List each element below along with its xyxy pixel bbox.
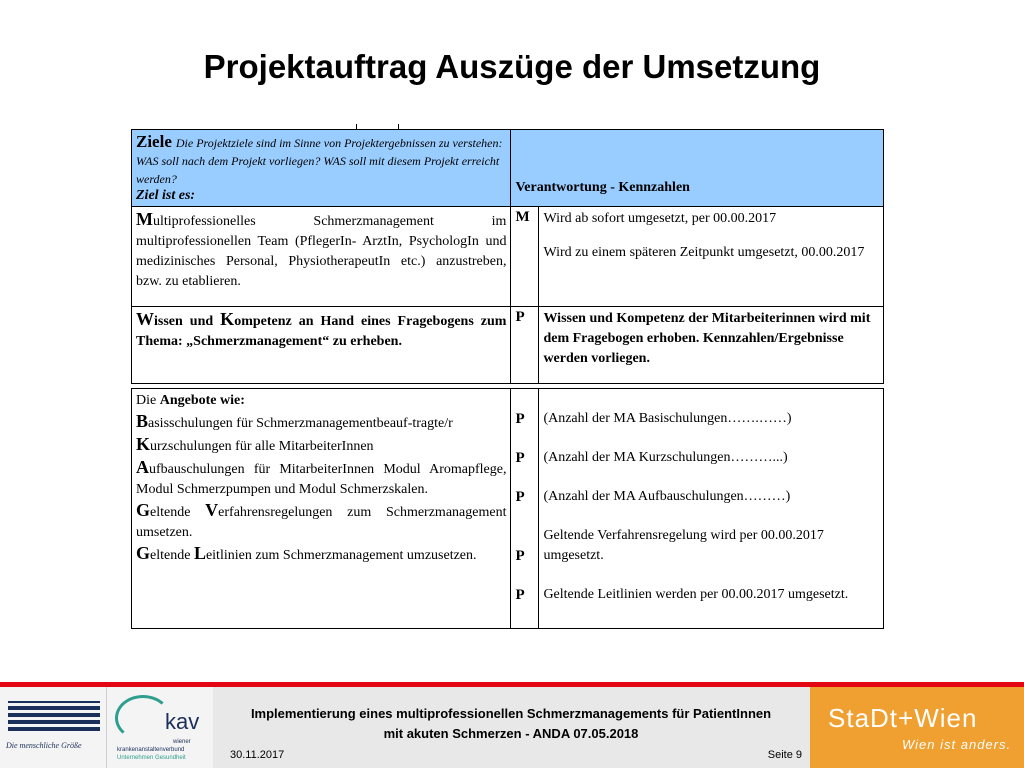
kav-swoosh-icon xyxy=(115,695,171,741)
offers-row xyxy=(132,389,884,629)
ziel-label: Ziele xyxy=(136,132,172,151)
code-cell: P xyxy=(511,307,539,384)
goal-text: ultiprofessionelles Schmerzmanagement im multiprofessionellen Team (PflegerIn- ArztIn, PsychologIn und medizinisches Personal, PhysiotherapeutIn etc.) anzustreben, bzw. zu etablieren. xyxy=(136,214,507,289)
kav-wordmark: kav xyxy=(165,709,200,734)
initial-letter: K xyxy=(136,434,151,454)
code-letter: P xyxy=(515,450,525,466)
result-cell: Wissen und Kompetenz der Mitarbeiterinnen wird mit dem Fragebogen erhoben. Kennzahlen/Ergebnisse werden vorliegen. xyxy=(539,307,884,384)
offer-text: urzschulungen für alle MitarbeiterInnen xyxy=(150,439,374,454)
goal-text: ompetenz an Hand eines Fragebogens zum Thema: „Schmerzmanagement“ zu erheben. xyxy=(136,314,507,349)
goal-text: issen und xyxy=(154,314,221,329)
offer-item xyxy=(136,457,506,500)
result-line: Geltende Leitlinien werden per 00.00.2017 umgesetzt. xyxy=(543,587,849,602)
akh-tagline: Die menschliche Größe xyxy=(6,741,82,750)
goals-header-cell xyxy=(132,130,511,207)
kav-subtext: krankenanstaltenverbund xyxy=(117,747,185,753)
goal-text-cell xyxy=(132,307,511,384)
footer-title-line: Implementierung eines multiprofessionellen Schmerzmanagements für PatientInnen xyxy=(250,706,772,721)
result-line: (Anzahl der MA Kurzschulungen………...) xyxy=(543,450,788,465)
akh-logo-icon xyxy=(8,701,100,731)
offer-text: asisschulungen für Schmerzmanagementbeauf-tragte/r xyxy=(148,416,453,431)
results-cell xyxy=(539,389,884,629)
responsibility-header: Verantwortung - Kennzahlen xyxy=(511,130,884,207)
initial-letter: V xyxy=(205,500,219,520)
intro-bold: Angebote wie: xyxy=(159,393,245,408)
wien-wordmark: StaDt+Wien xyxy=(828,703,978,733)
kav-subtext: Unternehmen Gesundheit xyxy=(117,755,186,761)
offer-item xyxy=(136,500,506,543)
offer-item xyxy=(136,411,506,434)
code-letter: P xyxy=(515,489,525,505)
goal-text-cell xyxy=(132,207,511,307)
intro-prefix: Die xyxy=(136,393,160,408)
page-number: Seite 9 xyxy=(767,749,802,761)
offers-table xyxy=(131,388,884,629)
initial-letter: M xyxy=(136,209,153,229)
result-cell xyxy=(539,207,884,307)
footer-center xyxy=(212,687,810,768)
stadt-wien-logo xyxy=(810,687,1024,768)
offer-text: erfahrensregelungen zum Schmerzmanagement umsetzen. xyxy=(136,505,507,540)
initial-letter: W xyxy=(136,309,154,329)
goals-table xyxy=(131,129,884,384)
result-line: (Anzahl der MA Aufbauschulungen………) xyxy=(543,489,791,504)
goals-header-row xyxy=(132,130,884,207)
wien-slogan: Wien ist anders. xyxy=(902,737,1012,752)
footer-date: 30.11.2017 xyxy=(230,749,285,761)
code-letter: P xyxy=(515,411,525,427)
offer-text: eltende xyxy=(150,505,206,520)
result-line: Wird ab sofort umgesetzt, per 00.00.2017 xyxy=(543,211,777,226)
offers-text-cell xyxy=(132,389,511,629)
initial-letter: B xyxy=(136,411,149,431)
slide-title: Projektauftrag Auszüge der Umsetzung xyxy=(203,48,821,85)
offer-item xyxy=(136,434,506,457)
footer xyxy=(0,687,1024,768)
ziel-description: Die Projektziele sind im Sinne von Projektergebnissen zu verstehen: WAS soll nach dem Projekt vorliegen? WAS soll mit diesem Projekt erreicht werden? xyxy=(136,136,503,186)
offer-text: eltende xyxy=(150,548,194,563)
initial-letter: G xyxy=(136,543,151,563)
result-line: Geltende Verfahrensregelung wird per 00.00.2017 umgesetzt. xyxy=(543,528,824,563)
initial-letter: A xyxy=(136,457,149,477)
offer-item xyxy=(136,543,506,566)
code-letter: P xyxy=(515,548,525,564)
initial-letter: L xyxy=(193,543,206,563)
initial-letter: K xyxy=(220,309,235,329)
footer-title-line: mit akuten Schmerzen - ANDA 07.05.2018 xyxy=(383,726,639,741)
result-line: Wird zu einem späteren Zeitpunkt umgesetzt, 00.00.2017 xyxy=(543,245,865,260)
initial-letter: G xyxy=(136,500,151,520)
code-cell: M xyxy=(511,207,539,307)
codes-cell xyxy=(511,389,539,629)
result-line: (Anzahl der MA Basischulungen…….……) xyxy=(543,411,792,426)
offer-text: eitlinien zum Schmerzmanagement umzusetzen. xyxy=(205,548,477,563)
offer-text: ufbauschulungen für MitarbeiterInnen Modul Aromapflege, Modul Schmerzpumpen und Modul Schmerzskalen. xyxy=(136,462,507,497)
kav-logo xyxy=(106,687,213,768)
kav-subtext: wiener xyxy=(173,739,191,745)
goal-row xyxy=(132,307,884,384)
goal-row xyxy=(132,207,884,307)
code-letter: P xyxy=(515,587,525,603)
ziel-ist-label: Ziel ist es: xyxy=(136,188,196,203)
akh-logo xyxy=(0,687,106,768)
offers-intro xyxy=(136,391,506,411)
footer-title xyxy=(212,704,810,744)
